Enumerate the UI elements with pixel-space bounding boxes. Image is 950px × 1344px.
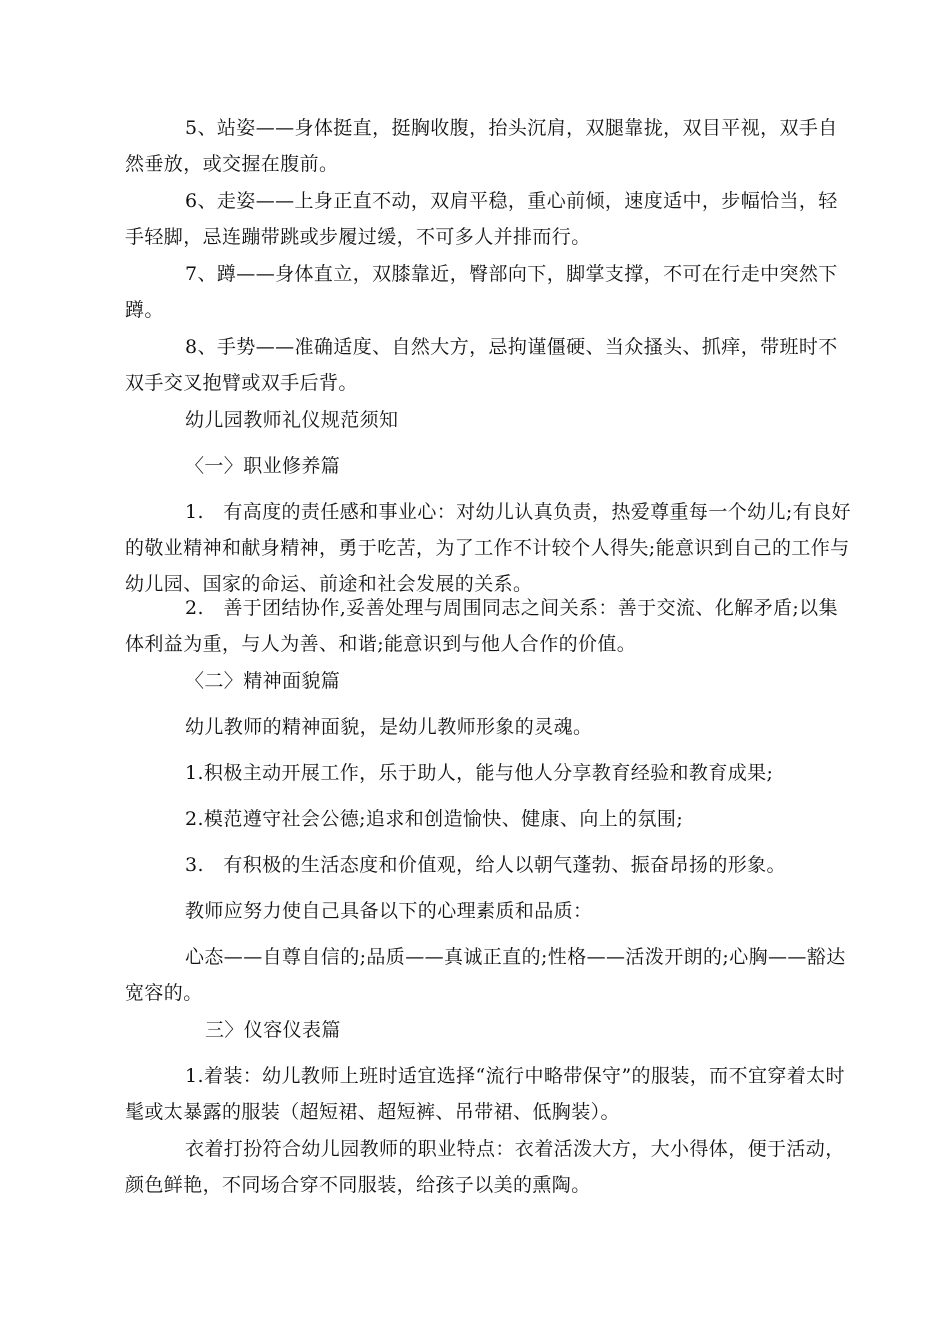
section-title: 幼儿园教师礼仪规范须知	[185, 409, 399, 431]
paragraph-mindset: 心态——自尊自信的;品质——真诚正直的;性格——活泼开朗的;心胸——豁达宽容的。	[125, 946, 846, 1004]
list-item-proactive: 1.积极主动开展工作，乐于助人，能与他人分享教育经验和教育成果;	[185, 762, 774, 784]
paragraph-attire-traits: 衣着打扮符合幼儿园教师的职业特点：衣着活泼大方，大小得体，便于活动，颜色鲜艳，不同场合穿不同服装，给孩子以美的熏陶。	[125, 1138, 845, 1196]
heading-appearance: 三〉仪容仪表篇	[205, 1019, 341, 1041]
heading-spiritual-outlook: 〈二〉精神面貌篇	[185, 670, 341, 692]
paragraph-dress: 1.着装：幼儿教师上班时适宜选择“流行中略带保守”的服装，而不宜穿着太时髦或太暴露的服装（超短裙、超短裤、吊带裙、低胸装）。	[125, 1065, 845, 1123]
paragraph-gestures: 8、手势——准确适度、自然大方，忌拘谨僵硬、当众搔头、抓痒，带班时不双手交叉抱臂或双手后背。	[125, 336, 838, 394]
paragraph-responsibility: 1. 有高度的责任感和事业心：对幼儿认真负责，热爱尊重每一个幼儿;有良好的敬业精神和献身精神，勇于吃苦，为了工作不计较个人得失;能意识到自己的工作与幼儿园、国家的命运、前途和社会发展的关系。	[125, 501, 851, 595]
list-item-social-ethics: 2.模范遵守社会公德;追求和创造愉快、健康、向上的氛围;	[185, 808, 684, 830]
paragraph-walking-posture: 6、走姿——上身正直不动，双肩平稳，重心前倾，速度适中，步幅恰当，轻手轻脚，忌连蹦带跳或步履过缓，不可多人并排而行。	[125, 190, 838, 248]
heading-professional-cultivation: 〈一〉职业修养篇	[185, 455, 341, 477]
paragraph-standing-posture: 5、站姿——身体挺直，挺胸收腹，抬头沉肩，双腿靠拢，双目平视，双手自然垂放，或交握在腹前。	[125, 117, 838, 175]
paragraph-teamwork: 2. 善于团结协作,妥善处理与周围同志之间关系：善于交流、化解矛盾;以集体利益为重，与人为善、和谐;能意识到与他人合作的价值。	[125, 597, 838, 655]
paragraph-squatting: 7、蹲——身体直立，双膝靠近，臀部向下，脚掌支撑，不可在行走中突然下蹲。	[125, 263, 838, 321]
paragraph-psych-qualities: 教师应努力使自己具备以下的心理素质和品质：	[185, 900, 593, 922]
list-item-positive-attitude: 3. 有积极的生活态度和价值观，给人以朝气蓬勃、振奋昂扬的形象。	[185, 854, 786, 876]
paragraph-spirit-soul: 幼儿教师的精神面貌，是幼儿教师形象的灵魂。	[185, 716, 593, 738]
